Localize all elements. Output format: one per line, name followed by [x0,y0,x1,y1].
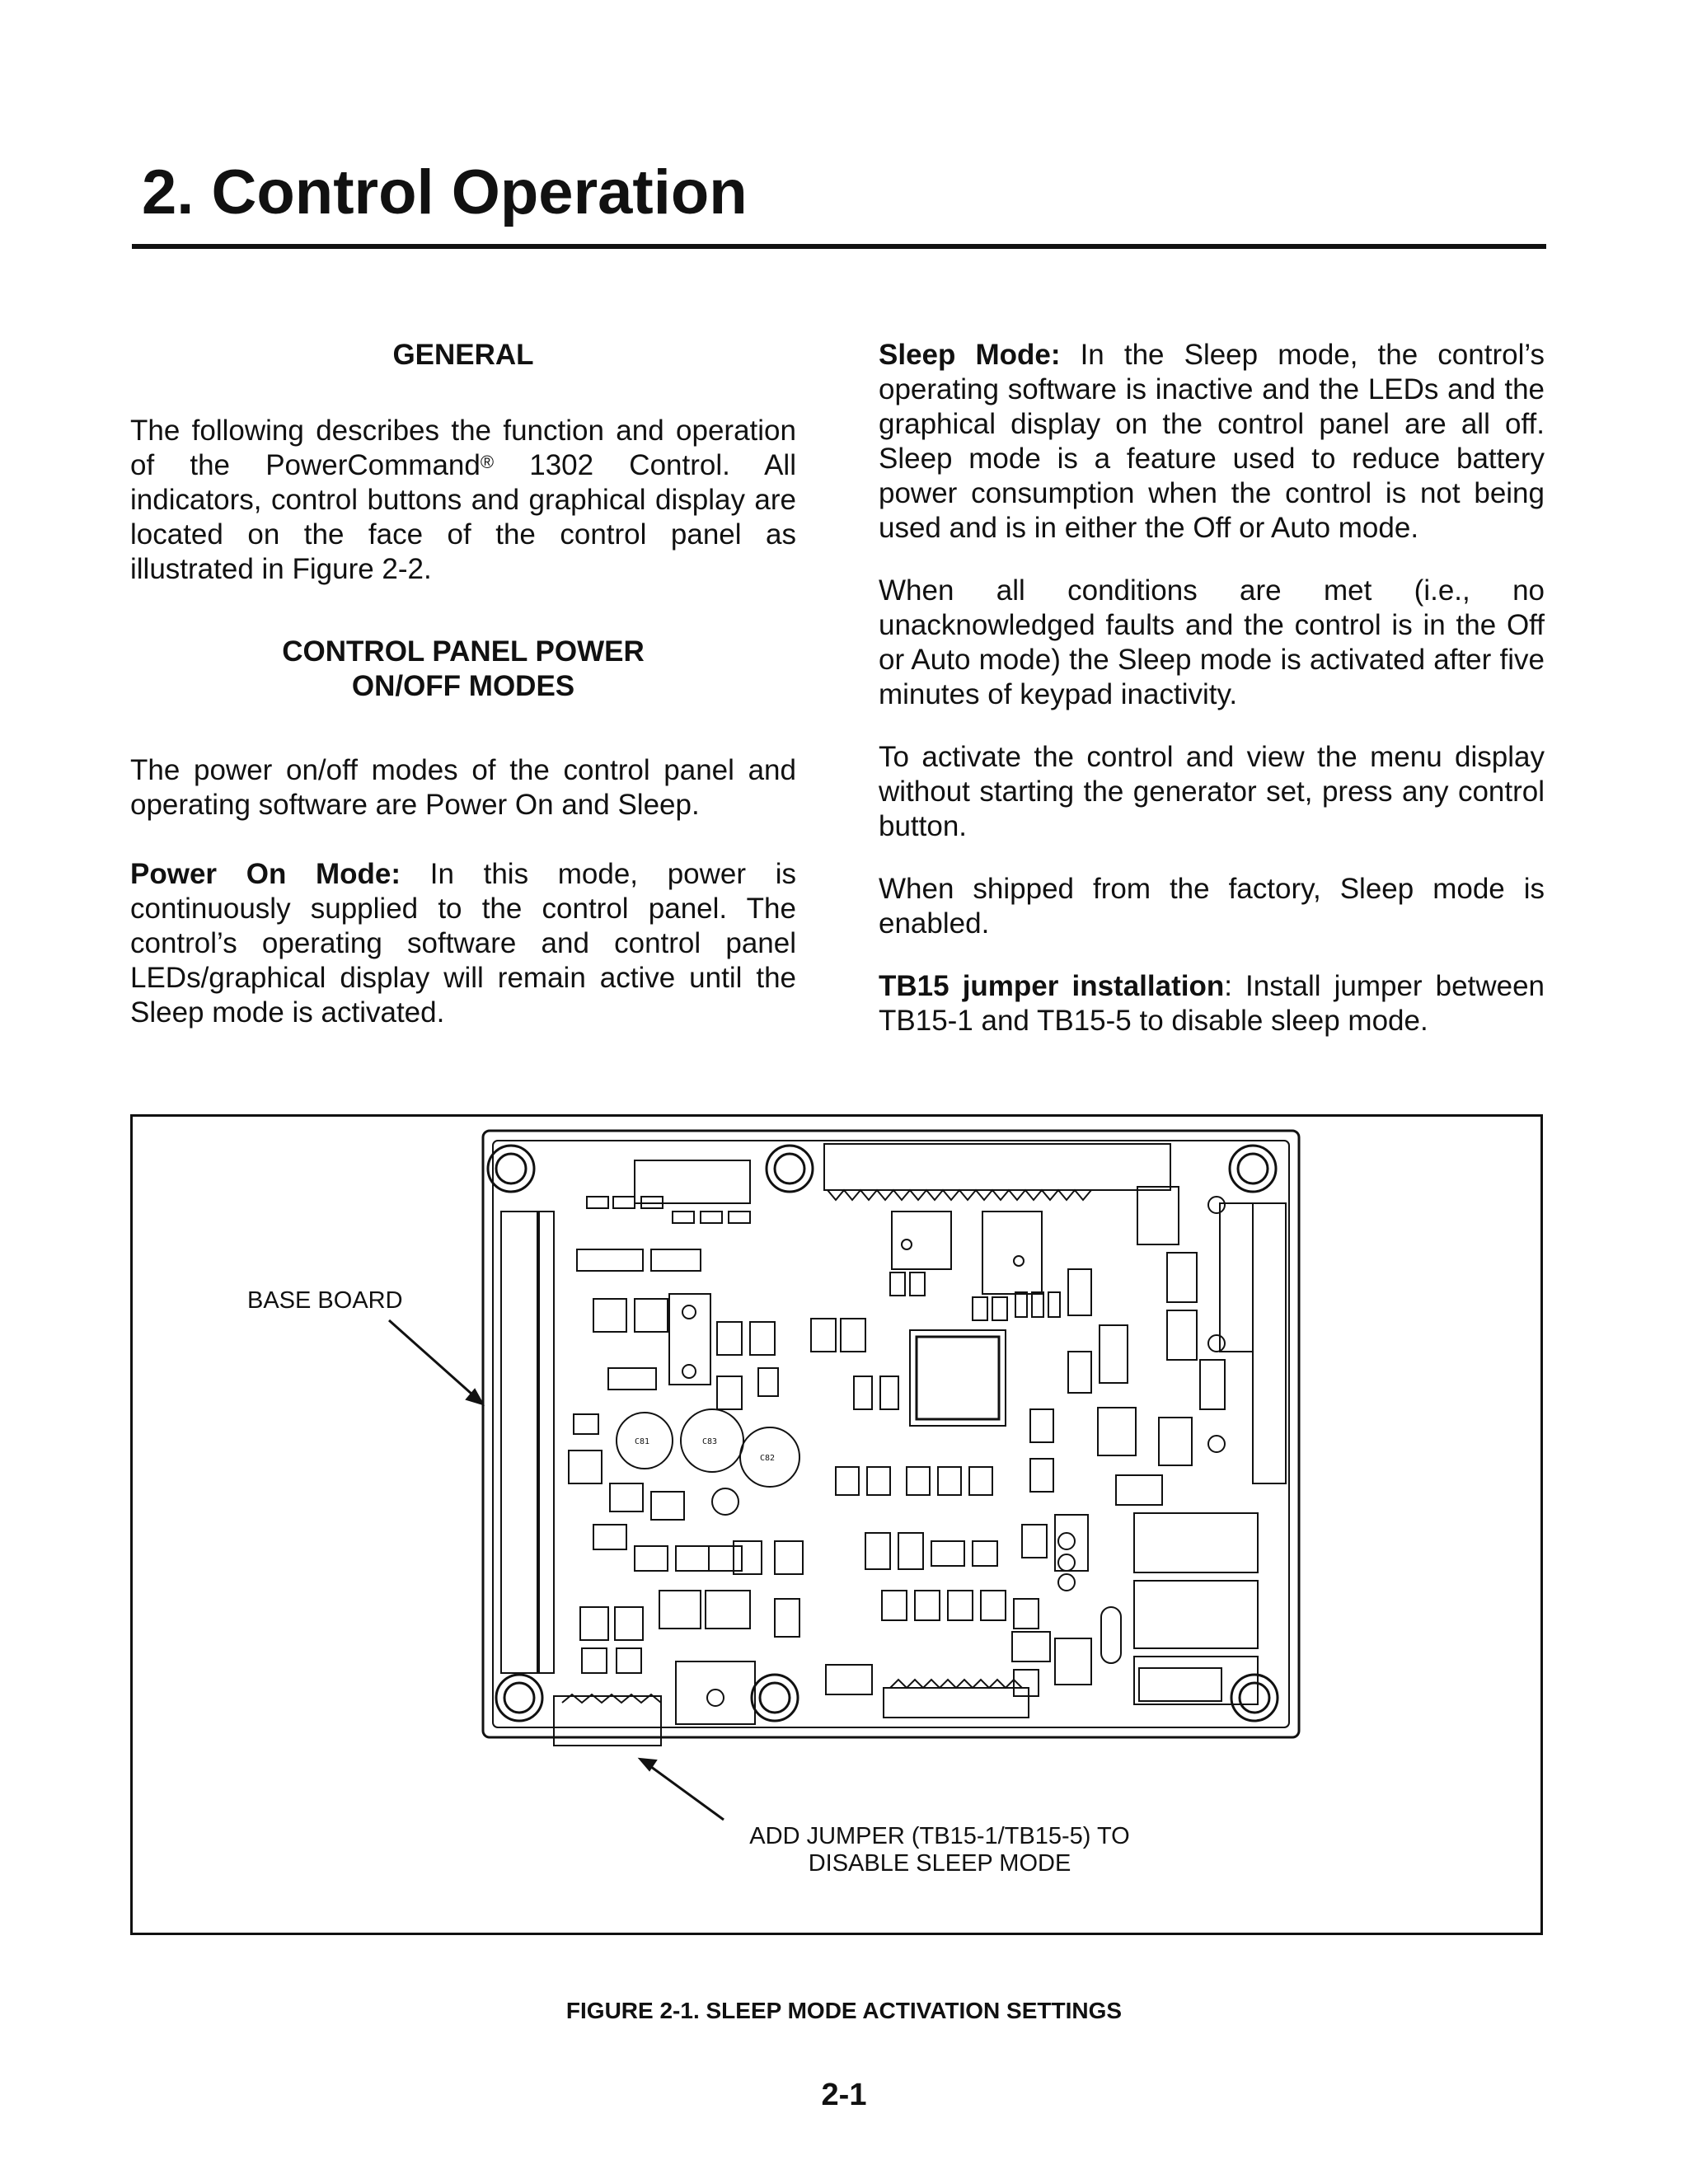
sleep-text: In the Sleep mode, the control’s operating software is inactive and the LEDs and the graphical display on the control panel are all off. Sleep mode is a feature used to reduce battery power consumption when the control is not being used and is in either the Off or Auto mode. [879,339,1545,544]
power-on-text: In this mode, power is continuously supplied to the control panel. The control’s operating software and control panel LEDs/graphical display will remain active until the Sleep mode is activated. [130,858,796,1029]
chapter-title: 2. Control Operation [142,157,748,227]
svg-text:C82: C82 [760,1454,776,1463]
jumper-label-line2: DISABLE SLEEP MODE [808,1850,1071,1877]
sleep-label: Sleep Mode: [879,339,1061,371]
page-number: 2-1 [821,2078,867,2112]
shipped-paragraph: When shipped from the factory, Sleep mode is enabled. [879,873,1545,940]
general-heading: GENERAL [392,339,534,371]
power-modes-heading: CONTROL PANEL POWER ON/OFF MODES [282,635,645,702]
conditions-paragraph: When all conditions are met (i.e., no unacknowledged faults and the control is in the Off or Auto mode) the Sleep mode is activated after five minutes of keypad inactivity. [879,574,1545,710]
svg-text:C83: C83 [702,1437,718,1446]
jumper-label-line1: ADD JUMPER (TB15-1/TB15-5) TO [749,1823,1130,1849]
activate-paragraph: To activate the control and view the menu display without starting the generator set, press any control button. [879,741,1545,842]
general-paragraph-after: 1302 Control. All indicators, control buttons and graphical display are located on the face of the control panel as illustrated in Figure 2-2. [130,449,796,585]
power-modes-paragraph: The power on/off modes of the control panel and operating software are Power On and Sleep. [130,754,796,821]
base-board-label: BASE BOARD [247,1287,403,1314]
general-paragraph-before: The following describes the function and operation of the PowerCommand [130,415,796,481]
power-on-label: Power On Mode: [130,858,401,890]
tb15-label: TB15 jumper installation [879,970,1225,1002]
figure-caption: FIGURE 2-1. SLEEP MODE ACTIVATION SETTINGS [565,1998,1123,2023]
tb15-text: : Install jumper between TB15-1 and TB15-5 to disable sleep mode. [879,970,1545,1037]
registered-mark: ® [480,452,495,472]
svg-text:C81: C81 [635,1437,650,1446]
jumper-label [734,1823,1146,1877]
